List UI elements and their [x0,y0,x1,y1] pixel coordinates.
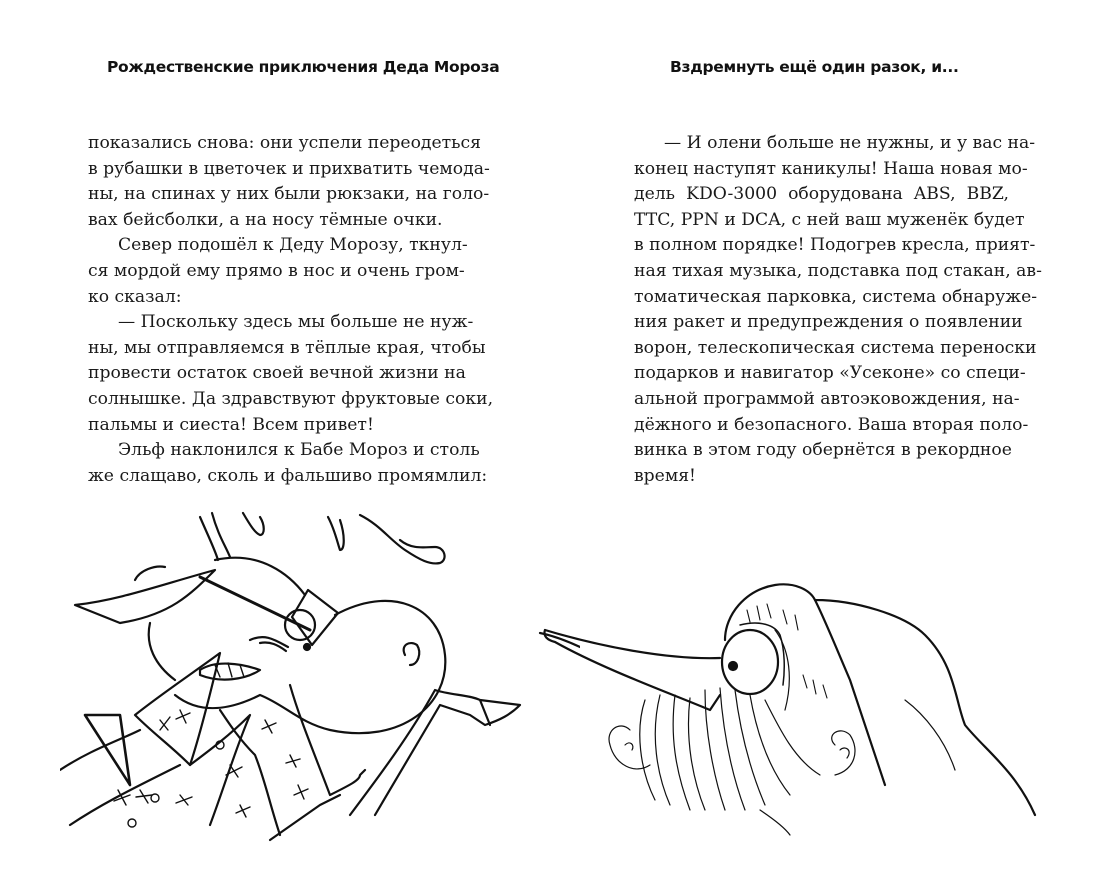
text-line: томатическая парковка, система обнаруже- [634,286,1038,307]
text-line: солнышке. Да здравствуют фруктовые соки, [88,388,494,409]
text-line: показались снова: они успели переодеться [88,133,482,153]
text-line: в рубашки в цветочек и прихватить чемода- [88,158,490,179]
text-line: в полном порядке! Подогрев кресла, прият- [634,235,1036,256]
text-line: время! [634,465,696,486]
running-head-right: Вздремнуть ещё один разок, и... [670,58,959,76]
text-line: ны, на спинах у них были рюкзаки, на голо- [88,184,490,205]
text-line: ко сказал: [88,286,182,307]
text-line: ная тихая музыка, подставка под стакан, ав- [634,260,1042,281]
text-line: дель KDO-3000 оборудована ABS, BBZ, [634,184,1009,205]
text-line: пальмы и сиеста! Всем привет! [88,414,374,435]
text-line: Эльф наклонился к Бабе Мороз и столь [118,440,480,461]
text-line: вах бейсболки, а на носу тёмные очки. [88,209,443,230]
body-text-left [88,131,494,489]
text-line: — И олени больше не нужны, и у вас на- [664,133,1036,153]
text-line: же слащаво, сколь и фальшиво промямлил: [88,465,488,486]
text-line: ся мордой ему прямо в нос и очень гром- [88,260,465,281]
elf-illustration [535,570,1095,860]
running-head-left: Рождественские приключения Деда Мороза [107,58,500,76]
text-line: — Поскольку здесь мы больше не нуж- [118,312,474,333]
text-line: TTC, PPN и DCA, с ней ваш муженёк будет [634,209,1025,230]
text-line: ния ракет и предупреждения о появлении [634,312,1023,333]
reindeer-illustration [60,505,580,845]
text-line: ны, мы отправляемся в тёплые края, чтобы [88,337,486,358]
right-page [550,0,1100,873]
body-text-right [634,131,1042,489]
text-line: Север подошёл к Деду Морозу, ткнул- [118,235,468,256]
text-line: дёжного и безопасного. Ваша вторая поло- [634,414,1029,435]
text-line: подарков и навигатор «Усеконе» со специ- [634,363,1026,384]
text-line: винка в этом году обернётся в рекордное [634,440,1012,461]
text-line: альной программой автоэковождения, на- [634,388,1020,409]
text-line: конец наступят каникулы! Наша новая мо- [634,158,1028,179]
text-line: ворон, телескопическая система переноски [634,337,1037,358]
text-line: провести остаток своей вечной жизни на [88,363,466,384]
